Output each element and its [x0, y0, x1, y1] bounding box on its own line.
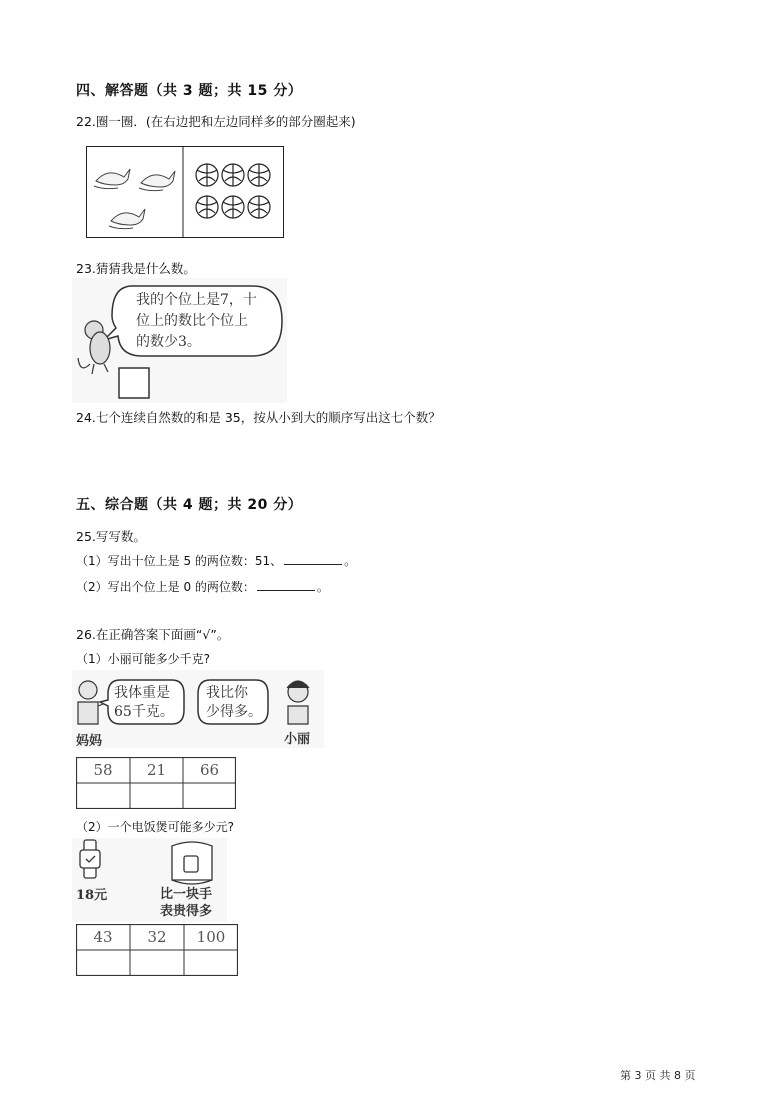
option-cell: 43 [93, 928, 113, 946]
options-table-2 [76, 924, 238, 976]
ball-icon [196, 196, 218, 218]
whale-icon [94, 169, 130, 189]
question-26-part-1-text: （1）小丽可能多少千克? [76, 652, 211, 666]
question-25-part-1 [76, 552, 356, 569]
mom-bubble-line-2: 65千克。 [114, 704, 174, 720]
option-cell: 21 [146, 761, 167, 779]
answer-cell[interactable] [130, 783, 183, 809]
question-23-text: 23.猜猜我是什么数。 [76, 261, 196, 276]
mouse-icon [78, 321, 110, 374]
question-22-figure [86, 146, 284, 238]
question-25-part-2 [76, 578, 329, 595]
answer-box[interactable] [119, 368, 149, 398]
part-2-end: 。 [316, 580, 329, 594]
mom-and-xiaoli-figure [72, 670, 324, 748]
option-cell: 100 [196, 928, 226, 946]
answer-cell[interactable] [183, 783, 236, 809]
part-2-text: （2）写出个位上是 0 的两位数： [76, 580, 255, 594]
question-25-text: 25.写写数。 [76, 529, 146, 544]
section-5-title: 五、综合题（共 4 题；共 20 分） [76, 497, 303, 513]
whale-icon [109, 209, 145, 229]
question-26-part-2-text: （2）一个电饭煲可能多少元? [76, 820, 235, 834]
watch-icon [80, 840, 100, 878]
watch-and-cooker-figure [72, 838, 227, 922]
option-cell: 66 [199, 761, 220, 779]
answer-blank-2[interactable] [257, 578, 315, 591]
caption-line-2: 表贵得多 [160, 904, 213, 919]
girl-icon [287, 681, 309, 724]
part-1-text: （1）写出十位上是 5 的两位数：51、 [76, 554, 283, 568]
ball-icon [222, 164, 244, 186]
page-number: 第 3 页 共 8 页 [620, 1069, 696, 1082]
bubble-line-2: 位上的数比个位上 [136, 313, 248, 329]
mom-label: 妈妈 [76, 734, 103, 749]
whales-and-balls-figure [86, 146, 284, 238]
mom-bubble-line-1: 我体重是 [114, 685, 170, 701]
answer-cell[interactable] [130, 950, 184, 976]
part-1-end: 。 [344, 554, 357, 568]
rice-cooker-icon [172, 842, 212, 884]
price-label: 18元 [76, 888, 108, 903]
girl-bubble-line-2: 少得多。 [206, 704, 262, 720]
answer-blank-1[interactable] [284, 552, 342, 565]
answer-cell[interactable] [76, 783, 130, 809]
caption-line-1: 比一块手 [160, 887, 213, 902]
answer-cell[interactable] [184, 950, 238, 976]
option-cell: 32 [147, 928, 167, 946]
option-cell: 58 [93, 761, 113, 779]
ball-icon [248, 164, 270, 186]
section-4-title: 四、解答题（共 3 题；共 15 分） [76, 83, 303, 99]
ball-icon [222, 196, 244, 218]
ball-icon [196, 164, 218, 186]
whale-icon [139, 171, 175, 191]
bubble-line-1: 我的个位上是7，十 [136, 292, 257, 308]
options-table-1 [76, 757, 236, 809]
xiaoli-label: 小丽 [284, 732, 311, 747]
girl-bubble-line-1: 我比你 [206, 685, 248, 701]
question-22-text: 22.圈一圈．(在右边把和左边同样多的部分圈起来) [76, 114, 356, 129]
question-24-text: 24.七个连续自然数的和是 35，按从小到大的顺序写出这七个数？ [76, 410, 441, 425]
answer-cell[interactable] [76, 950, 130, 976]
question-26-text: 26.在正确答案下面画“√”。 [76, 627, 230, 642]
bubble-line-3: 的数少3。 [136, 334, 201, 350]
question-23-figure [72, 278, 287, 403]
ball-icon [248, 196, 270, 218]
